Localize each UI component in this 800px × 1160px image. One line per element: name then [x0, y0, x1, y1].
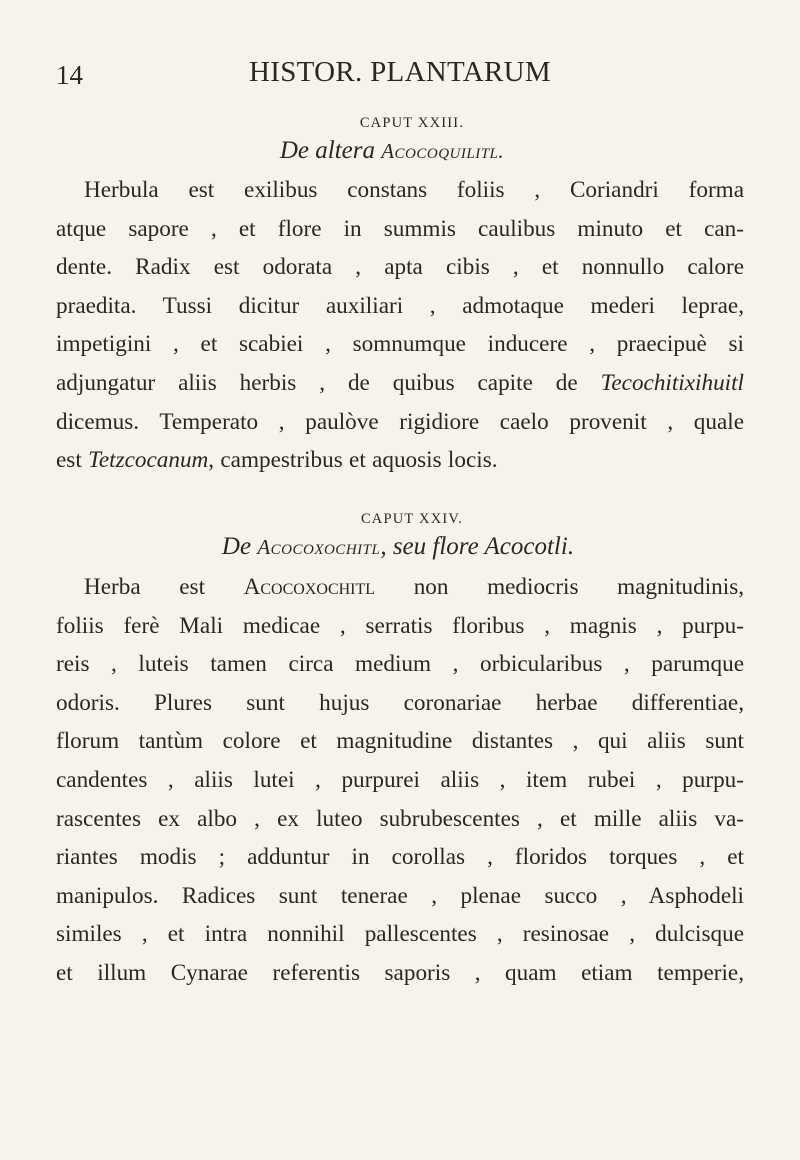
title-word: altera	[315, 137, 375, 164]
text-line: praedita. Tussi dicitur auxiliari , admotaque mederi leprae,	[56, 292, 744, 319]
text-fragment: est	[56, 447, 82, 474]
title-prefix: De	[279, 137, 309, 164]
title-word-flore: flore	[432, 533, 479, 560]
text-line	[56, 441, 744, 480]
text-line	[56, 364, 744, 403]
title-plant-alias: Acocotli.	[484, 533, 575, 560]
italic-term: Tecochitixihuitl	[600, 369, 744, 396]
text-fragment: , campestribus et aquosis locis.	[208, 447, 498, 474]
text-line: dicemus. Temperato , paulòve rigidiore caelo provenit , quale	[56, 408, 744, 435]
chapter-title-xxiii	[0, 138, 792, 163]
text-line: Herbula est exilibus constans foliis , Coriandri forma	[84, 177, 744, 203]
chapter-title-xxiv	[0, 534, 798, 559]
text-line: impetigini , et scabiei , somnumque inducere , praecipuè si	[56, 331, 744, 358]
text-line: riantes modis ; adduntur in corollas , floridos torques , et	[56, 844, 744, 871]
chapter-heading-xxiv: CAPUT XXIV.	[360, 511, 464, 527]
text-line: similes , et intra nonnihil pallescentes , resinosae , dulcisque	[56, 921, 744, 948]
italic-term: Tetzcocanum	[88, 447, 209, 474]
title-plant-name: Acocoquilitl.	[381, 139, 505, 163]
text-line: reis , luteis tamen circa medium , orbicularibus , parumque	[56, 651, 744, 678]
text-line: foliis ferè Mali medicae , serratis floribus , magnis , purpu-	[56, 612, 744, 639]
text-line: rascentes ex albo , ex luteo subrubescentes , et mille aliis va-	[56, 805, 744, 832]
text-fragment: non mediocris magnitudinis,	[413, 574, 745, 600]
text-line: dente. Radix est odorata , apta cibis , et nonnullo calore	[56, 254, 744, 281]
text-fragment: adjungatur aliis herbis , de quibus capite de	[56, 369, 578, 396]
smallcaps-term: Acocoxochitl	[243, 574, 376, 600]
page-number: 14	[56, 60, 83, 90]
text-line: odoris. Plures sunt hujus coronariae herbae differentiae,	[56, 689, 744, 716]
text-line: atque sapore , et flore in summis caulibus minuto et can-	[56, 215, 744, 242]
text-fragment: Herba est	[84, 574, 206, 600]
title-word: , seu	[380, 533, 427, 560]
chapter-heading-xxiii: CAPUT XXIII.	[359, 115, 465, 131]
running-title: HISTOR. PLANTARUM	[249, 56, 551, 88]
text-line: et illum Cynarae referentis saporis , quam etiam temperie,	[56, 959, 744, 986]
text-line: candentes , aliis lutei , purpurei aliis , item rubei , purpu-	[56, 766, 744, 793]
title-plant-name: Acocoxochitl	[257, 535, 381, 559]
text-line	[56, 568, 744, 607]
text-line: manipulos. Radices sunt tenerae , plenae succo , Asphodeli	[56, 882, 744, 909]
paragraph-acocoxochitl	[56, 568, 744, 993]
title-prefix: De	[221, 533, 252, 560]
paragraph-acocoquilitl	[56, 171, 744, 480]
text-line: florum tantùm colore et magnitudine distantes , qui aliis sunt	[56, 728, 744, 755]
